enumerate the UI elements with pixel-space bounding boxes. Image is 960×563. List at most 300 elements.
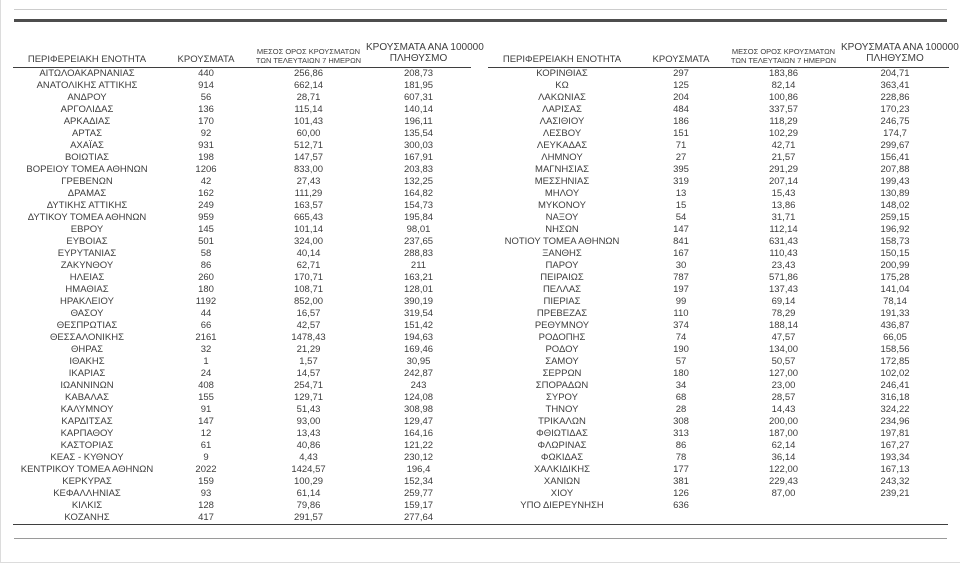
cases-cell: 57 <box>675 355 687 367</box>
region-cell: ΕΒΡΟΥ <box>70 223 104 235</box>
region-cell: ΓΡΕΒΕΝΩΝ <box>61 175 113 187</box>
cases-cell: 34 <box>675 379 687 391</box>
cases-cell: 9 <box>203 451 209 463</box>
table-row <box>488 80 949 92</box>
cases-cell: 24 <box>200 367 212 379</box>
per100k-cell: 167,13 <box>880 463 910 475</box>
table-row <box>488 476 949 488</box>
avg7-cell: 129,71 <box>293 391 324 403</box>
cases-cell: 15 <box>675 199 687 211</box>
avg7-cell: 13,43 <box>296 427 321 439</box>
region-cell: ΘΗΡΑΣ <box>70 343 104 355</box>
per100k-cell: 129,47 <box>403 415 434 427</box>
table-body-left <box>13 67 471 524</box>
cases-cell: 68 <box>675 391 687 403</box>
table-row <box>488 356 949 368</box>
table-row <box>13 440 471 452</box>
cases-cell: 66 <box>200 319 212 331</box>
region-cell: ΚΕΝΤΡΙΚΟΥ ΤΟΜΕΑ ΑΘΗΝΩΝ <box>20 463 154 475</box>
avg7-cell: 207,14 <box>768 175 799 187</box>
cases-cell: 28 <box>675 403 687 415</box>
region-cell: ΧΙΟΥ <box>550 487 574 499</box>
avg7-cell: 50,57 <box>771 355 796 367</box>
region-cell: ΒΟΙΩΤΙΑΣ <box>64 151 110 163</box>
cases-cell: 145 <box>198 223 214 235</box>
table-row <box>13 152 471 164</box>
cases-cell: 374 <box>673 319 689 331</box>
cases-cell: 319 <box>673 175 689 187</box>
cases-cell: 381 <box>673 475 689 487</box>
table-row <box>13 476 471 488</box>
table-row <box>13 272 471 284</box>
table-row <box>13 332 471 344</box>
region-cell: ΗΡΑΚΛΕΙΟΥ <box>60 295 114 307</box>
table-row <box>488 404 949 416</box>
per100k-cell: 194,63 <box>403 331 434 343</box>
table-row <box>488 272 949 284</box>
avg7-cell: 662,14 <box>293 79 324 91</box>
avg7-cell: 101,43 <box>293 115 324 127</box>
per100k-cell: 228,86 <box>880 91 910 103</box>
header-per100k-line1: ΚΡΟΥΣΜΑΤΑ ΑΝΑ 100000 <box>841 41 959 53</box>
cases-cell: 155 <box>198 391 214 403</box>
cases-cell: 56 <box>200 91 212 103</box>
per100k-cell: 196,11 <box>404 115 433 127</box>
avg7-cell: 42,57 <box>296 319 321 331</box>
per100k-cell: 191,33 <box>880 307 910 319</box>
cases-cell: 190 <box>673 343 689 355</box>
region-cell: ΣΠΟΡΑΔΩΝ <box>535 379 589 391</box>
table-row <box>13 164 471 176</box>
avg7-cell: 79,86 <box>296 499 321 511</box>
table-header <box>488 40 959 67</box>
cases-cell: 147 <box>673 223 689 235</box>
region-cell: ΦΘΙΩΤΙΔΑΣ <box>536 427 588 439</box>
table-row <box>13 380 471 392</box>
table-row <box>13 188 471 200</box>
table-row <box>488 260 949 272</box>
per100k-cell: 199,43 <box>880 175 910 187</box>
per100k-cell: 363,41 <box>880 79 910 91</box>
per100k-cell: 308,98 <box>403 403 434 415</box>
cases-cell: 177 <box>673 463 689 475</box>
table-row <box>488 296 949 308</box>
avg7-cell: 28,57 <box>771 391 796 403</box>
avg7-cell: 665,43 <box>293 211 324 223</box>
per100k-cell: 174,7 <box>883 127 907 139</box>
avg7-cell: 15,43 <box>771 187 796 199</box>
region-cell: ΛΕΥΚΑΔΑΣ <box>536 139 588 151</box>
region-cell: ΑΝΔΡΟΥ <box>67 91 107 103</box>
table-row <box>13 104 471 116</box>
per100k-cell: 316,18 <box>880 391 910 403</box>
per100k-cell: 150,15 <box>880 247 910 259</box>
cases-cell: 78 <box>675 451 687 463</box>
per100k-cell: 124,08 <box>403 391 434 403</box>
table-row <box>488 104 949 116</box>
table-row <box>13 344 471 356</box>
header-per100k <box>366 40 484 67</box>
region-cell: ΜΑΓΝΗΣΙΑΣ <box>535 163 589 175</box>
bottom-light-rule <box>14 538 947 539</box>
table-row <box>13 67 471 80</box>
table-row <box>13 464 471 476</box>
header-avg7 <box>251 40 366 67</box>
region-cell: ΜΥΚΟΝΟΥ <box>538 199 586 211</box>
table-row <box>488 224 949 236</box>
region-cell: ΝΗΣΩΝ <box>545 223 579 235</box>
per100k-cell: 243,32 <box>880 475 910 487</box>
per100k-cell: 203,83 <box>403 163 434 175</box>
avg7-cell: 40,14 <box>296 247 321 259</box>
region-cell: ΚΑΛΥΜΝΟΥ <box>60 403 114 415</box>
cases-cell: 162 <box>198 187 214 199</box>
region-cell: ΔΥΤΙΚΟΥ ΤΟΜΕΑ ΑΘΗΝΩΝ <box>27 211 147 223</box>
avg7-cell: 100,86 <box>768 91 799 103</box>
per100k-cell: 141,04 <box>880 283 910 295</box>
per100k-cell: 288,83 <box>403 247 434 259</box>
cases-cell: 2161 <box>195 331 217 343</box>
per100k-cell: 164,82 <box>403 187 434 199</box>
region-cell: ΙΚΑΡΙΑΣ <box>68 367 106 379</box>
avg7-cell: 62,71 <box>296 259 321 271</box>
per100k-cell: 78,14 <box>883 295 907 307</box>
table-row <box>13 512 471 524</box>
cases-cell: 931 <box>198 139 214 151</box>
region-cell: ΚΕΦΑΛΛΗΝΙΑΣ <box>53 487 121 499</box>
cases-cell: 32 <box>200 343 212 355</box>
table-row <box>488 140 949 152</box>
region-cell: ΧΑΝΙΩΝ <box>543 475 581 487</box>
avg7-cell: 14,57 <box>296 367 321 379</box>
table-row <box>488 188 949 200</box>
cases-cell: 42 <box>200 175 212 187</box>
region-cell: ΦΛΩΡΙΝΑΣ <box>537 439 587 451</box>
region-cell: ΑΙΤΩΛΟΑΚΑΡΝΑΝΙΑΣ <box>39 67 135 79</box>
cases-cell: 180 <box>198 283 214 295</box>
avg7-cell: 254,71 <box>293 379 324 391</box>
region-cell: ΡΟΔΟΠΗΣ <box>538 331 586 343</box>
table-row <box>488 488 949 500</box>
per100k-cell: 164,16 <box>403 427 434 439</box>
per100k-cell: 208,73 <box>403 67 434 79</box>
per100k-cell: 207,88 <box>880 163 910 175</box>
table-row <box>488 500 949 512</box>
avg7-cell: 62,14 <box>771 439 796 451</box>
per100k-cell: 169,46 <box>403 343 434 355</box>
cases-cell: 136 <box>198 103 214 115</box>
cases-cell: 180 <box>673 367 689 379</box>
cases-cell: 501 <box>198 235 214 247</box>
header-cases: ΚΡΟΥΣΜΑΤΑ <box>636 40 726 67</box>
region-cell: ΒΟΡΕΙΟΥ ΤΟΜΕΑ ΑΘΗΝΩΝ <box>26 163 148 175</box>
region-cell: ΕΥΡΥΤΑΝΙΑΣ <box>57 247 117 259</box>
table-row <box>13 200 471 212</box>
cases-cell: 167 <box>673 247 689 259</box>
cases-cell: 395 <box>673 163 689 175</box>
per100k-cell: 390,19 <box>403 295 434 307</box>
region-cell: ΛΑΡΙΣΑΣ <box>542 103 582 115</box>
cases-cell: 125 <box>673 79 689 91</box>
per100k-cell: 230,12 <box>403 451 434 463</box>
per100k-cell: 135,54 <box>403 127 434 139</box>
per100k-cell: 299,67 <box>880 139 910 151</box>
header-region: ΠΕΡΙΦΕΡΕΙΑΚΗ ΕΝΟΤΗΤΑ <box>488 40 636 67</box>
table-row <box>13 308 471 320</box>
avg7-cell: 69,14 <box>771 295 796 307</box>
avg7-cell: 134,00 <box>768 343 799 355</box>
cases-cell: 13 <box>675 187 687 199</box>
avg7-cell: 40,86 <box>296 439 321 451</box>
avg7-cell: 115,14 <box>294 103 323 115</box>
table-row <box>13 248 471 260</box>
cases-cell: 99 <box>675 295 687 307</box>
avg7-cell: 1478,43 <box>291 331 326 343</box>
top-dark-rule <box>14 19 947 22</box>
cases-cell: 44 <box>200 307 212 319</box>
table-row <box>13 368 471 380</box>
per100k-cell: 167,91 <box>403 151 434 163</box>
per100k-cell: 158,56 <box>880 343 910 355</box>
cases-cell: 197 <box>673 283 689 295</box>
table-row <box>488 368 949 380</box>
avg7-cell: 229,43 <box>768 475 799 487</box>
region-cell: ΥΠΟ ΔΙΕΡΕΥΝΗΣΗ <box>520 499 604 511</box>
cases-cell: 151 <box>673 127 689 139</box>
avg7-cell: 21,57 <box>771 151 796 163</box>
cases-cell: 126 <box>673 487 689 499</box>
avg7-cell: 183,86 <box>768 67 799 79</box>
region-cell: ΖΑΚΥΝΘΟΥ <box>60 259 114 271</box>
cases-cell: 260 <box>198 271 214 283</box>
region-cell: ΣΥΡΟΥ <box>546 391 578 403</box>
region-cell: ΚΑΣΤΟΡΙΑΣ <box>60 439 114 451</box>
header-avg7-line2: ΤΩΝ ΤΕΛΕΥΤΑΙΩΝ 7 ΗΜΕΡΩΝ <box>730 55 837 65</box>
avg7-cell: 31,71 <box>771 211 796 223</box>
per100k-cell: 243 <box>410 379 427 391</box>
table-row <box>488 452 949 464</box>
table-row <box>13 128 471 140</box>
per100k-cell: 196,4 <box>406 463 431 475</box>
cases-cell: 128 <box>198 499 214 511</box>
region-cell: ΜΗΛΟΥ <box>544 187 580 199</box>
cases-cell: 959 <box>198 211 214 223</box>
table-row <box>488 344 949 356</box>
cases-cell: 1206 <box>195 163 217 175</box>
table-row <box>488 284 949 296</box>
table-row <box>488 176 949 188</box>
region-cell: ΚΟΖΑΝΗΣ <box>64 511 110 523</box>
avg7-cell: 82,14 <box>771 79 796 91</box>
table-row <box>488 164 949 176</box>
region-cell: ΚΑΒΑΛΑΣ <box>65 391 109 403</box>
header-avg7-line2: ΤΩΝ ΤΕΛΕΥΤΑΙΩΝ 7 ΗΜΕΡΩΝ <box>255 55 362 65</box>
table-row <box>13 92 471 104</box>
table-row <box>488 200 949 212</box>
cases-cell: 12 <box>200 427 212 439</box>
cases-cell: 86 <box>200 259 212 271</box>
per100k-cell: 102,02 <box>880 367 910 379</box>
header-row <box>13 40 471 67</box>
cases-cell: 147 <box>198 415 214 427</box>
region-cell: ΣΕΡΡΩΝ <box>542 367 582 379</box>
cases-cell: 58 <box>200 247 212 259</box>
table-row <box>488 116 949 128</box>
region-cell: ΑΧΑΪΑΣ <box>70 139 104 151</box>
avg7-cell: 51,43 <box>296 403 321 415</box>
region-cell: ΙΩΑΝΝΙΝΩΝ <box>60 379 114 391</box>
avg7-cell: 42,71 <box>771 139 796 151</box>
avg7-cell: 28,71 <box>296 91 321 103</box>
avg7-cell: 111,29 <box>294 187 323 199</box>
per100k-cell: 170,23 <box>880 103 910 115</box>
avg7-cell: 36,14 <box>771 451 796 463</box>
per100k-cell: 167,27 <box>880 439 910 451</box>
header-cases: ΚΡΟΥΣΜΑΤΑ <box>161 40 251 67</box>
avg7-cell: 512,71 <box>293 139 324 151</box>
table-row <box>13 320 471 332</box>
avg7-cell: 13,86 <box>771 199 796 211</box>
region-cell: ΤΡΙΚΑΛΩΝ <box>538 415 586 427</box>
region-cell: ΚΩ <box>555 79 569 91</box>
region-cell: ΝΑΞΟΥ <box>545 211 579 223</box>
header-per100k-line2: ΠΛΗΘΥΣΜΟ <box>866 53 924 64</box>
cases-cell: 74 <box>675 331 687 343</box>
per100k-cell: 175,28 <box>880 271 910 283</box>
cases-cell: 417 <box>198 511 214 523</box>
region-cell: ΛΕΣΒΟΥ <box>542 127 582 139</box>
avg7-cell: 122,00 <box>768 463 799 475</box>
cases-cell: 914 <box>198 79 214 91</box>
cases-cell: 61 <box>200 439 212 451</box>
cases-cell: 787 <box>673 271 689 283</box>
cases-cell: 54 <box>675 211 687 223</box>
region-cell: ΗΜΑΘΙΑΣ <box>65 283 109 295</box>
region-cell: ΛΗΜΝΟΥ <box>541 151 583 163</box>
region-cell: ΣΑΜΟΥ <box>545 355 579 367</box>
region-cell: ΛΑΚΩΝΙΑΣ <box>538 91 586 103</box>
per100k-cell: 324,22 <box>880 403 910 415</box>
cases-cell: 198 <box>198 151 214 163</box>
cases-cell: 186 <box>673 115 689 127</box>
table-body-right <box>488 67 949 512</box>
region-cell: ΡΕΘΥΜΝΟΥ <box>534 319 590 331</box>
cases-cell: 308 <box>673 415 689 427</box>
region-cell: ΑΡΚΑΔΙΑΣ <box>63 115 111 127</box>
per100k-cell: 319,54 <box>403 307 434 319</box>
per100k-cell: 148,02 <box>880 199 910 211</box>
region-cell: ΚΟΡΙΝΘΙΑΣ <box>536 67 588 79</box>
cases-cell: 297 <box>673 67 689 79</box>
region-cell: ΞΑΝΘΗΣ <box>542 247 582 259</box>
top-light-rule <box>14 9 947 10</box>
cases-cell: 170 <box>198 115 214 127</box>
region-cell: ΘΑΣΟΥ <box>70 307 104 319</box>
avg7-cell: 147,57 <box>293 151 324 163</box>
table-row <box>13 80 471 92</box>
cases-cell: 86 <box>675 439 687 451</box>
region-cell: ΦΩΚΙΔΑΣ <box>540 451 584 463</box>
avg7-cell <box>726 500 841 512</box>
region-cell: ΘΕΣΣΑΛΟΝΙΚΗΣ <box>50 331 124 343</box>
per100k-cell: 172,85 <box>880 355 910 367</box>
avg7-cell: 118,29 <box>769 115 798 127</box>
table-row <box>13 296 471 308</box>
table-row <box>488 212 949 224</box>
table-row <box>488 428 949 440</box>
cases-cell: 313 <box>673 427 689 439</box>
region-cell: ΔΥΤΙΚΗΣ ΑΤΤΙΚΗΣ <box>46 199 128 211</box>
table-row <box>13 356 471 368</box>
table-row <box>488 236 949 248</box>
regional-cases-table-left <box>13 40 484 524</box>
table-row <box>13 500 471 512</box>
region-cell: ΚΑΡΠΑΘΟΥ <box>60 427 114 439</box>
per100k-cell: 66,05 <box>883 331 907 343</box>
region-cell: ΚΕΑΣ - ΚΥΘΝΟΥ <box>50 451 124 463</box>
table-row <box>488 392 949 404</box>
header-avg7 <box>726 40 841 67</box>
per100k-cell: 152,34 <box>403 475 434 487</box>
avg7-cell: 256,86 <box>293 67 324 79</box>
per100k-cell: 239,21 <box>880 487 910 499</box>
table-row <box>13 416 471 428</box>
per100k-cell <box>841 500 949 512</box>
region-cell: ΚΑΡΔΙΤΣΑΣ <box>61 415 113 427</box>
avg7-cell: 188,14 <box>768 319 799 331</box>
table-row <box>488 308 949 320</box>
avg7-cell: 16,57 <box>296 307 321 319</box>
per100k-cell: 163,21 <box>403 271 434 283</box>
region-cell: ΙΘΑΚΗΣ <box>69 355 105 367</box>
per100k-cell: 259,77 <box>403 487 434 499</box>
per100k-cell: 130,89 <box>880 187 910 199</box>
region-cell: ΑΡΓΟΛΙΔΑΣ <box>60 103 114 115</box>
region-cell: ΠΡΕΒΕΖΑΣ <box>536 307 588 319</box>
avg7-cell: 47,57 <box>771 331 796 343</box>
region-cell: ΠΑΡΟΥ <box>545 259 579 271</box>
table-row <box>13 140 471 152</box>
avg7-cell: 60,00 <box>296 127 321 139</box>
region-cell: ΝΟΤΙΟΥ ΤΟΜΕΑ ΑΘΗΝΩΝ <box>504 235 620 247</box>
region-cell: ΔΡΑΜΑΣ <box>67 187 107 199</box>
avg7-cell: 291,29 <box>768 163 799 175</box>
avg7-cell: 27,43 <box>296 175 321 187</box>
per100k-cell: 246,41 <box>880 379 910 391</box>
avg7-cell: 112,14 <box>769 223 798 235</box>
region-cell: ΑΡΤΑΣ <box>72 127 102 139</box>
per100k-cell: 140,14 <box>403 103 434 115</box>
table-row <box>13 116 471 128</box>
per100k-cell: 121,22 <box>403 439 434 451</box>
header-per100k <box>841 40 959 67</box>
header-per100k-line1: ΚΡΟΥΣΜΑΤΑ ΑΝΑ 100000 <box>366 41 484 53</box>
region-cell: ΗΛΕΙΑΣ <box>69 271 105 283</box>
region-cell: ΤΗΝΟΥ <box>545 403 579 415</box>
table-row <box>488 440 949 452</box>
region-cell: ΑΝΑΤΟΛΙΚΗΣ ΑΤΤΙΚΗΣ <box>36 79 138 91</box>
cases-cell: 159 <box>198 475 214 487</box>
region-cell: ΚΙΛΚΙΣ <box>71 499 103 511</box>
table-row <box>13 212 471 224</box>
table-row <box>13 404 471 416</box>
table-row <box>488 128 949 140</box>
cases-cell: 408 <box>198 379 214 391</box>
region-cell: ΘΕΣΠΡΩΤΙΑΣ <box>56 319 118 331</box>
per100k-cell: 195,84 <box>403 211 434 223</box>
table-row <box>13 488 471 500</box>
per100k-cell: 234,96 <box>880 415 910 427</box>
